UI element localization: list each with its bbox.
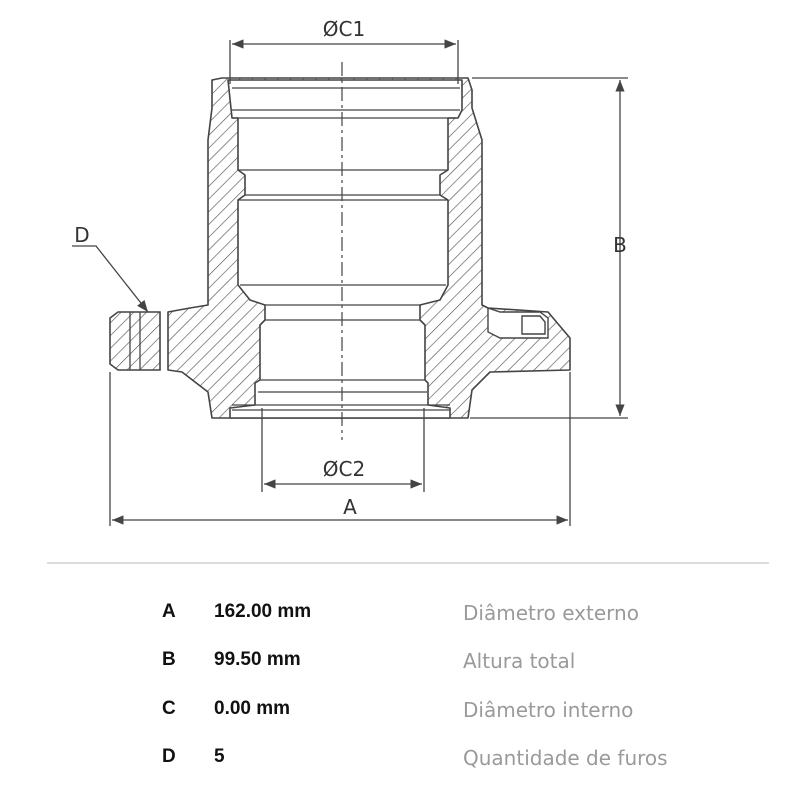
spec-description: Diâmetro interno [463, 698, 634, 722]
spec-description: Quantidade de furos [463, 746, 668, 770]
spec-row-b [0, 649, 800, 689]
spec-value: 99.50 mm [214, 649, 301, 670]
spec-value: 162.00 mm [214, 601, 312, 622]
spec-value: 5 [214, 746, 225, 767]
spec-key: B [162, 649, 176, 670]
spec-row-a [0, 601, 800, 641]
dimension-c1-label: ØC1 [322, 17, 366, 41]
spec-row-c [0, 698, 800, 738]
spec-description: Diâmetro externo [463, 601, 639, 625]
dimension-c2-label: ØC2 [322, 457, 366, 481]
divider [47, 562, 769, 564]
left-stud-section [110, 312, 160, 370]
leader-d-label: D [74, 223, 90, 247]
leader-d [72, 246, 148, 312]
spec-key: A [162, 601, 176, 622]
spec-row-d [0, 746, 800, 786]
dimension-a-label: A [343, 495, 357, 519]
spec-value: 0.00 mm [214, 698, 291, 719]
right-stud-detail [488, 308, 548, 338]
spec-key: D [162, 746, 176, 767]
spec-description: Altura total [463, 649, 576, 673]
spec-key: C [162, 698, 176, 719]
dimension-b-label: B [613, 233, 627, 257]
